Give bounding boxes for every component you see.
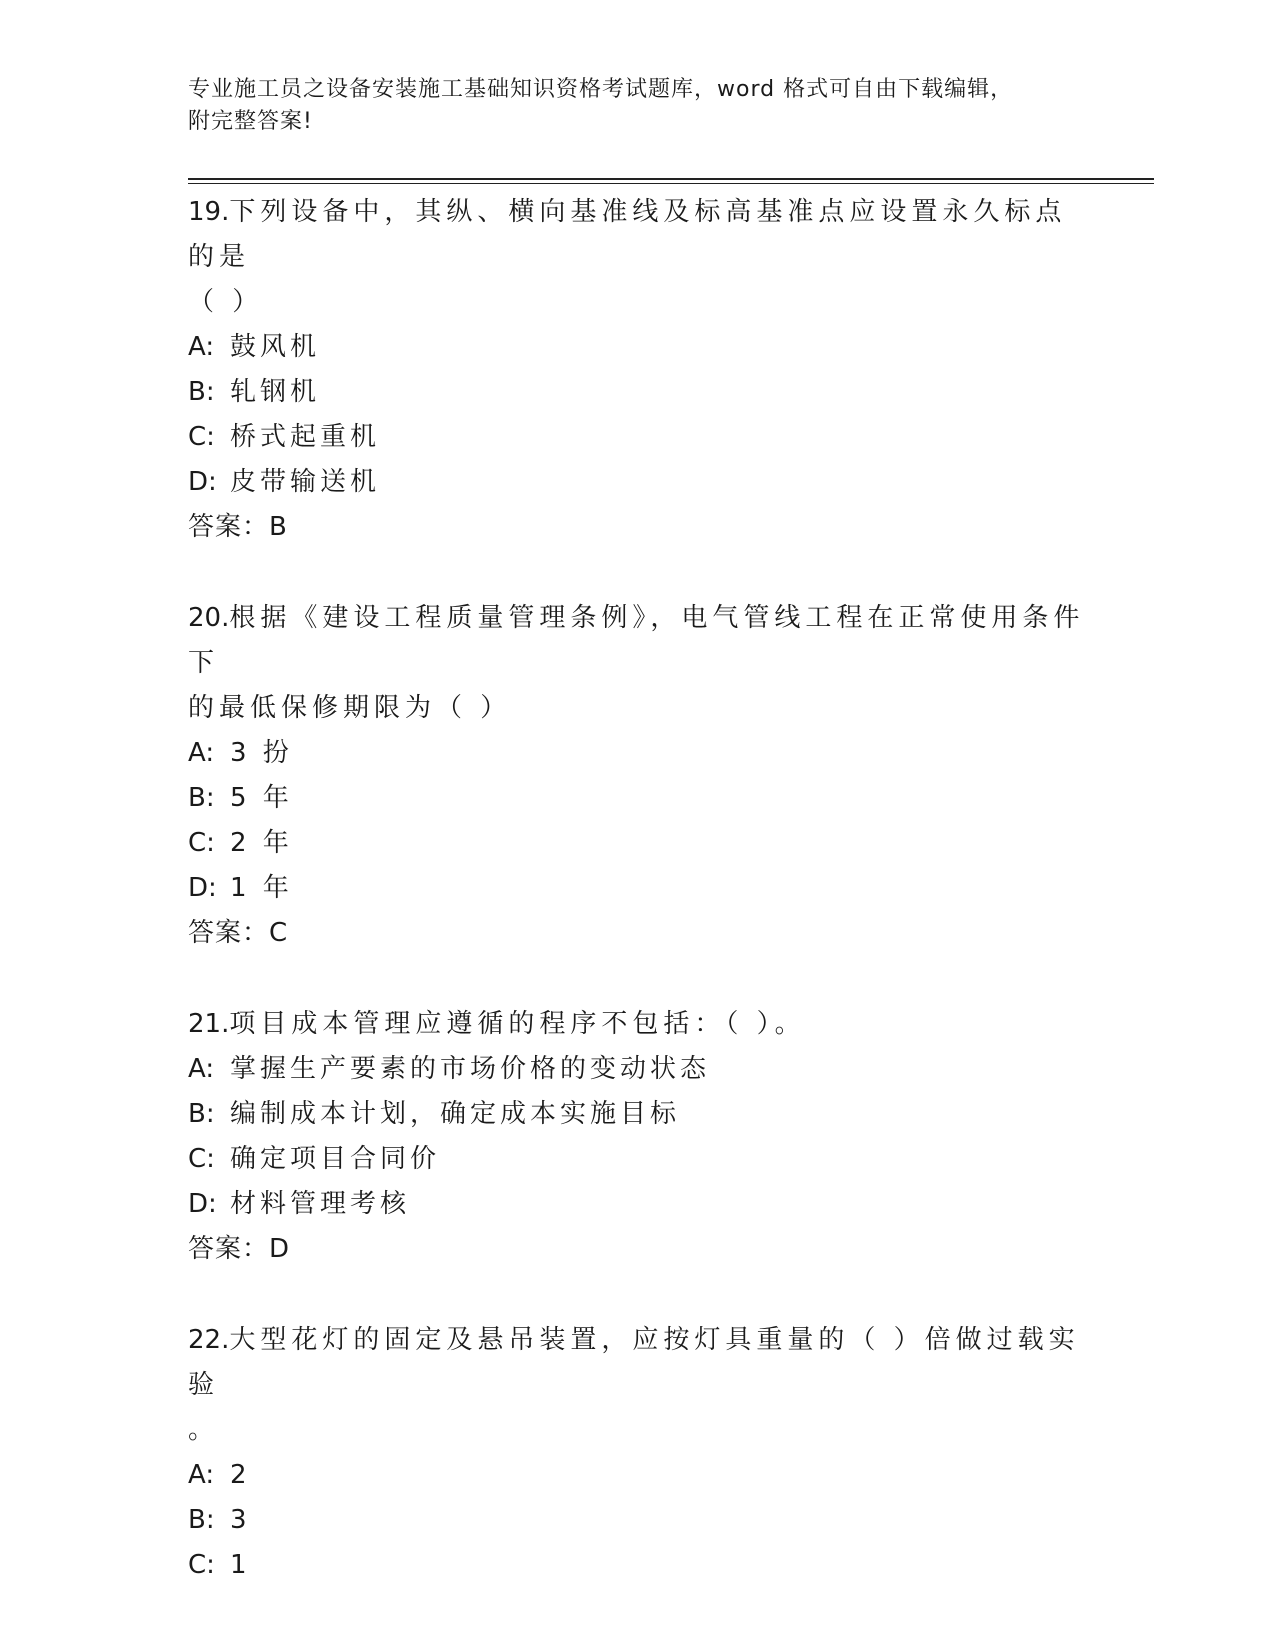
option-key: B: [188,1099,215,1129]
option-b [188,1498,1088,1543]
question-text-line-2: 的最低保修期限为（ ） [188,693,512,723]
header-divider-thin [188,183,1154,184]
option-d [188,866,1088,911]
question-number: 21. [188,1009,230,1039]
option-key: D: [188,467,217,497]
option-key: D: [188,873,217,903]
option-key: B: [188,783,215,813]
header-line-2: 附完整答案! [188,109,313,134]
option-text: 皮带输送机 [230,467,381,497]
option-a [188,731,1088,776]
option-key: B: [188,1505,215,1535]
question-stem [188,596,1088,686]
option-a [188,1453,1088,1498]
question-21 [188,1002,1088,1272]
option-c [188,821,1088,866]
option-text: 掌握生产要素的市场价格的变动状态 [230,1054,711,1084]
option-key: C: [188,422,215,452]
option-key: A: [188,1054,215,1084]
question-number: 20. [188,603,230,633]
question-text-line-2: 。 [188,1415,220,1445]
option-c [188,1137,1088,1182]
option-c [188,1543,1088,1588]
question-20 [188,596,1088,956]
option-text: 2 年 [230,828,293,858]
question-text-line-2: （ ） [188,287,264,317]
header-divider-thick [188,178,1154,180]
option-b [188,1092,1088,1137]
option-text: 编制成本计划，确定成本实施目标 [230,1099,681,1129]
option-text: 2 [230,1460,251,1490]
option-b [188,776,1088,821]
option-key: A: [188,332,215,362]
question-number: 22. [188,1325,230,1355]
question-text-line-1: 大型花灯的固定及悬吊装置，应按灯具重量的（ ）倍做过载实验 [188,1325,1080,1400]
option-text: 桥式起重机 [230,422,381,452]
question-list [188,190,1088,1634]
option-key: D: [188,1189,217,1219]
option-text: 3 [230,1505,251,1535]
option-key: C: [188,828,215,858]
option-text: 5 年 [230,783,293,813]
question-stem [188,1318,1088,1408]
option-text: 材料管理考核 [230,1189,411,1219]
question-text-line-1: 项目成本管理应遵循的程序不包括：（ ）。 [229,1009,806,1039]
question-stem [188,1002,1088,1047]
option-key: C: [188,1144,215,1174]
answer-line: 答案：D [188,1234,291,1264]
option-text: 1 年 [230,873,293,903]
option-d [188,1182,1088,1227]
option-a [188,325,1088,370]
option-d [188,460,1088,505]
question-22 [188,1318,1088,1588]
option-key: B: [188,377,215,407]
option-key: C: [188,1550,215,1580]
question-text-line-1: 根据《建设工程质量管理条例》，电气管线工程在正常使用条件下 [188,603,1085,678]
option-a [188,1047,1088,1092]
question-stem [188,190,1088,280]
option-text: 3 扮 [230,738,293,768]
answer-line: 答案：C [188,918,289,948]
answer-line: 答案：B [188,512,288,542]
header-line-1: 专业施工员之设备安装施工基础知识资格考试题库，word 格式可自由下载编辑， [188,77,1014,102]
question-19 [188,190,1088,550]
question-number: 19. [188,197,230,227]
option-key: A: [188,1460,215,1490]
option-text: 轧钢机 [230,377,321,407]
option-key: A: [188,738,215,768]
document-header [188,74,1068,138]
option-text: 确定项目合同价 [230,1144,441,1174]
option-c [188,415,1088,460]
option-text: 1 [230,1550,251,1580]
option-b [188,370,1088,415]
question-text-line-1: 下列设备中，其纵、横向基准线及标高基准点应设置永久标点的是 [188,197,1067,272]
option-text: 鼓风机 [230,332,321,362]
